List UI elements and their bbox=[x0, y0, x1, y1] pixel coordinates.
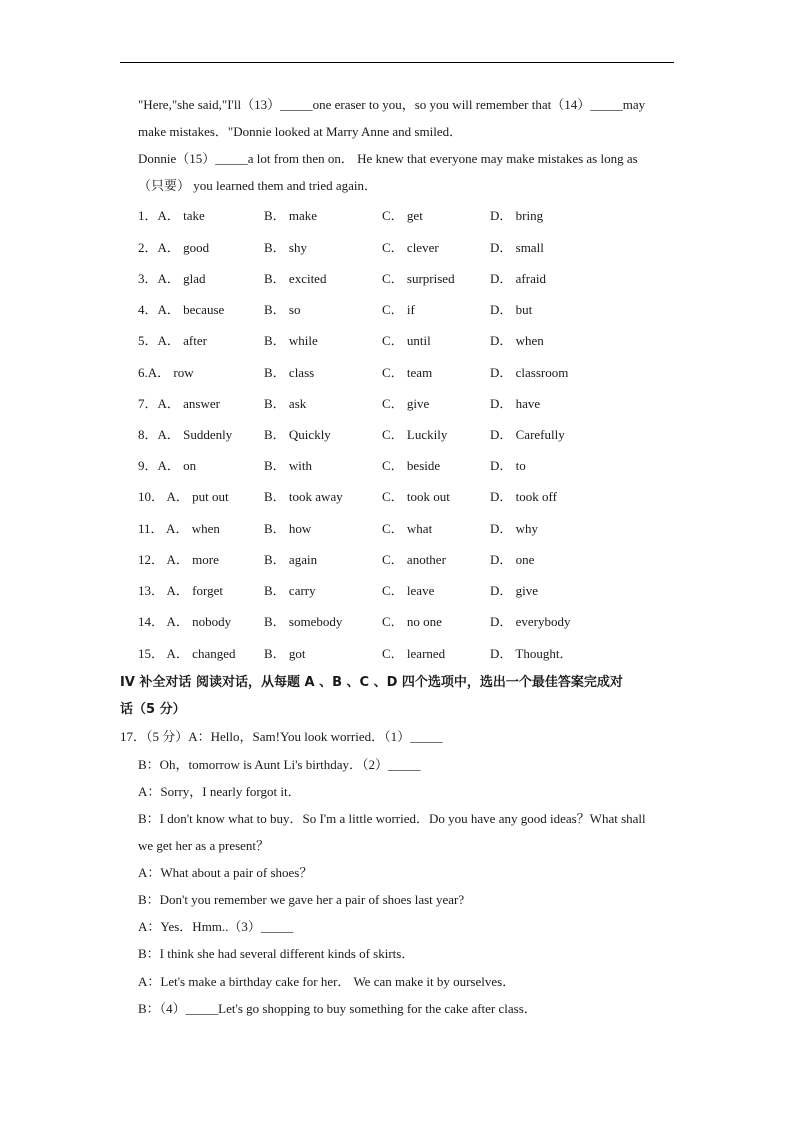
option-c: C． no one bbox=[382, 614, 442, 629]
option-b: B． ask bbox=[264, 396, 307, 411]
option-c: C． Luckily bbox=[382, 427, 448, 442]
dialogue-line: B：I think she had several different kinds of skirts． bbox=[138, 946, 415, 961]
option-d: D． Thought． bbox=[490, 646, 573, 661]
option-c: C． another bbox=[382, 552, 446, 567]
option-b: B． somebody bbox=[264, 614, 343, 629]
option-row bbox=[138, 396, 678, 412]
option-a: 12． A． more bbox=[138, 552, 219, 567]
passage-line: Donnie（15）_____a lot from then on． He knew that everyone may make mistakes as long as bbox=[138, 151, 638, 166]
option-c: C． learned bbox=[382, 646, 446, 661]
option-d: D． small bbox=[490, 240, 544, 255]
option-row bbox=[138, 333, 678, 349]
option-c: C． took out bbox=[382, 489, 450, 504]
option-row bbox=[138, 365, 678, 381]
option-a: 5．A． after bbox=[138, 333, 207, 348]
option-b: B． while bbox=[264, 333, 318, 348]
option-row bbox=[138, 240, 678, 256]
option-c: C． team bbox=[382, 365, 433, 380]
option-b: B． took away bbox=[264, 489, 343, 504]
option-a: 15． A． changed bbox=[138, 646, 236, 661]
dialogue-line: B：I don't know what to buy．So I'm a little worried．Do you have any good ideas？What shall bbox=[138, 811, 646, 826]
option-a: 13． A． forget bbox=[138, 583, 223, 598]
option-d: D． Carefully bbox=[490, 427, 565, 442]
option-row bbox=[138, 427, 678, 443]
option-row bbox=[138, 646, 678, 662]
option-row bbox=[138, 271, 678, 287]
passage-line: "Here,"she said,"I'll（13）_____one eraser to you，so you will remember that（14）_____may bbox=[138, 97, 646, 112]
dialogue-line: A：Sorry，I nearly forgot it． bbox=[138, 784, 301, 799]
dialogue-line: B：Oh，tomorrow is Aunt Li's birthday．（2）_____ bbox=[138, 757, 421, 772]
option-row bbox=[138, 458, 678, 474]
section-heading: IV 补全对话 阅读对话，从每题 A 、B 、C 、D 四个选项中，选出一个最佳答案完成对 bbox=[120, 675, 623, 690]
option-a: 1．A． take bbox=[138, 208, 205, 223]
dialogue-line: we get her as a present？ bbox=[138, 838, 270, 853]
option-a: 11． A． when bbox=[138, 521, 220, 536]
option-d: D． bring bbox=[490, 208, 544, 223]
option-c: C． surprised bbox=[382, 271, 455, 286]
option-c: C． if bbox=[382, 302, 415, 317]
option-c: C． get bbox=[382, 208, 423, 223]
section-heading: 话（5 分） bbox=[120, 702, 186, 717]
option-row bbox=[138, 302, 678, 318]
option-a: 8．A． Suddenly bbox=[138, 427, 233, 442]
option-d: D． when bbox=[490, 333, 544, 348]
option-b: B． got bbox=[264, 646, 306, 661]
option-row bbox=[138, 583, 678, 599]
option-row bbox=[138, 521, 678, 537]
dialogue-line: B：（4）_____Let's go shopping to buy something for the cake after class． bbox=[138, 1001, 537, 1016]
passage-line: （只要） you learned them and tried again． bbox=[138, 178, 377, 193]
option-d: D． but bbox=[490, 302, 533, 317]
option-c: C． beside bbox=[382, 458, 441, 473]
option-row bbox=[138, 552, 678, 568]
option-c: C． what bbox=[382, 521, 433, 536]
option-d: D． give bbox=[490, 583, 539, 598]
question-17: 17．（5 分）A：Hello，Sam!You look worried．（1）_____ bbox=[120, 729, 443, 744]
option-b: B． Quickly bbox=[264, 427, 331, 442]
dialogue-line: A：Yes．Hmm..（3）_____ bbox=[138, 919, 294, 934]
option-d: D． to bbox=[490, 458, 526, 473]
option-row bbox=[138, 208, 678, 224]
option-b: B． carry bbox=[264, 583, 316, 598]
option-b: B． excited bbox=[264, 271, 327, 286]
option-d: D． why bbox=[490, 521, 539, 536]
option-b: B． class bbox=[264, 365, 315, 380]
option-row bbox=[138, 489, 678, 505]
dialogue-line: B：Don't you remember we gave her a pair of shoes last year? bbox=[138, 892, 465, 907]
option-row bbox=[138, 614, 678, 630]
passage-line: make mistakes．"Donnie looked at Marry Anne and smiled． bbox=[138, 124, 463, 139]
option-b: B． again bbox=[264, 552, 318, 567]
option-a: 3．A． glad bbox=[138, 271, 206, 286]
option-d: D． classroom bbox=[490, 365, 569, 380]
option-b: B． make bbox=[264, 208, 318, 223]
dialogue-line: A：Let's make a birthday cake for her． We can make it by ourselves． bbox=[138, 974, 516, 989]
option-b: B． shy bbox=[264, 240, 307, 255]
option-d: D． afraid bbox=[490, 271, 546, 286]
option-a: 2．A． good bbox=[138, 240, 210, 255]
option-d: D． one bbox=[490, 552, 535, 567]
option-c: C． until bbox=[382, 333, 431, 348]
header-rule bbox=[120, 62, 674, 63]
option-b: B． so bbox=[264, 302, 301, 317]
option-a: 6.A． row bbox=[138, 365, 194, 380]
option-d: D． everybody bbox=[490, 614, 571, 629]
option-b: B． how bbox=[264, 521, 312, 536]
option-a: 7．A． answer bbox=[138, 396, 220, 411]
option-c: C． clever bbox=[382, 240, 439, 255]
option-a: 4．A． because bbox=[138, 302, 225, 317]
option-c: C． leave bbox=[382, 583, 435, 598]
option-a: 14． A． nobody bbox=[138, 614, 232, 629]
option-a: 10． A． put out bbox=[138, 489, 229, 504]
option-c: C． give bbox=[382, 396, 430, 411]
option-d: D． have bbox=[490, 396, 541, 411]
option-d: D． took off bbox=[490, 489, 557, 504]
option-b: B． with bbox=[264, 458, 313, 473]
option-a: 9．A． on bbox=[138, 458, 197, 473]
dialogue-line: A：What about a pair of shoes？ bbox=[138, 865, 313, 880]
